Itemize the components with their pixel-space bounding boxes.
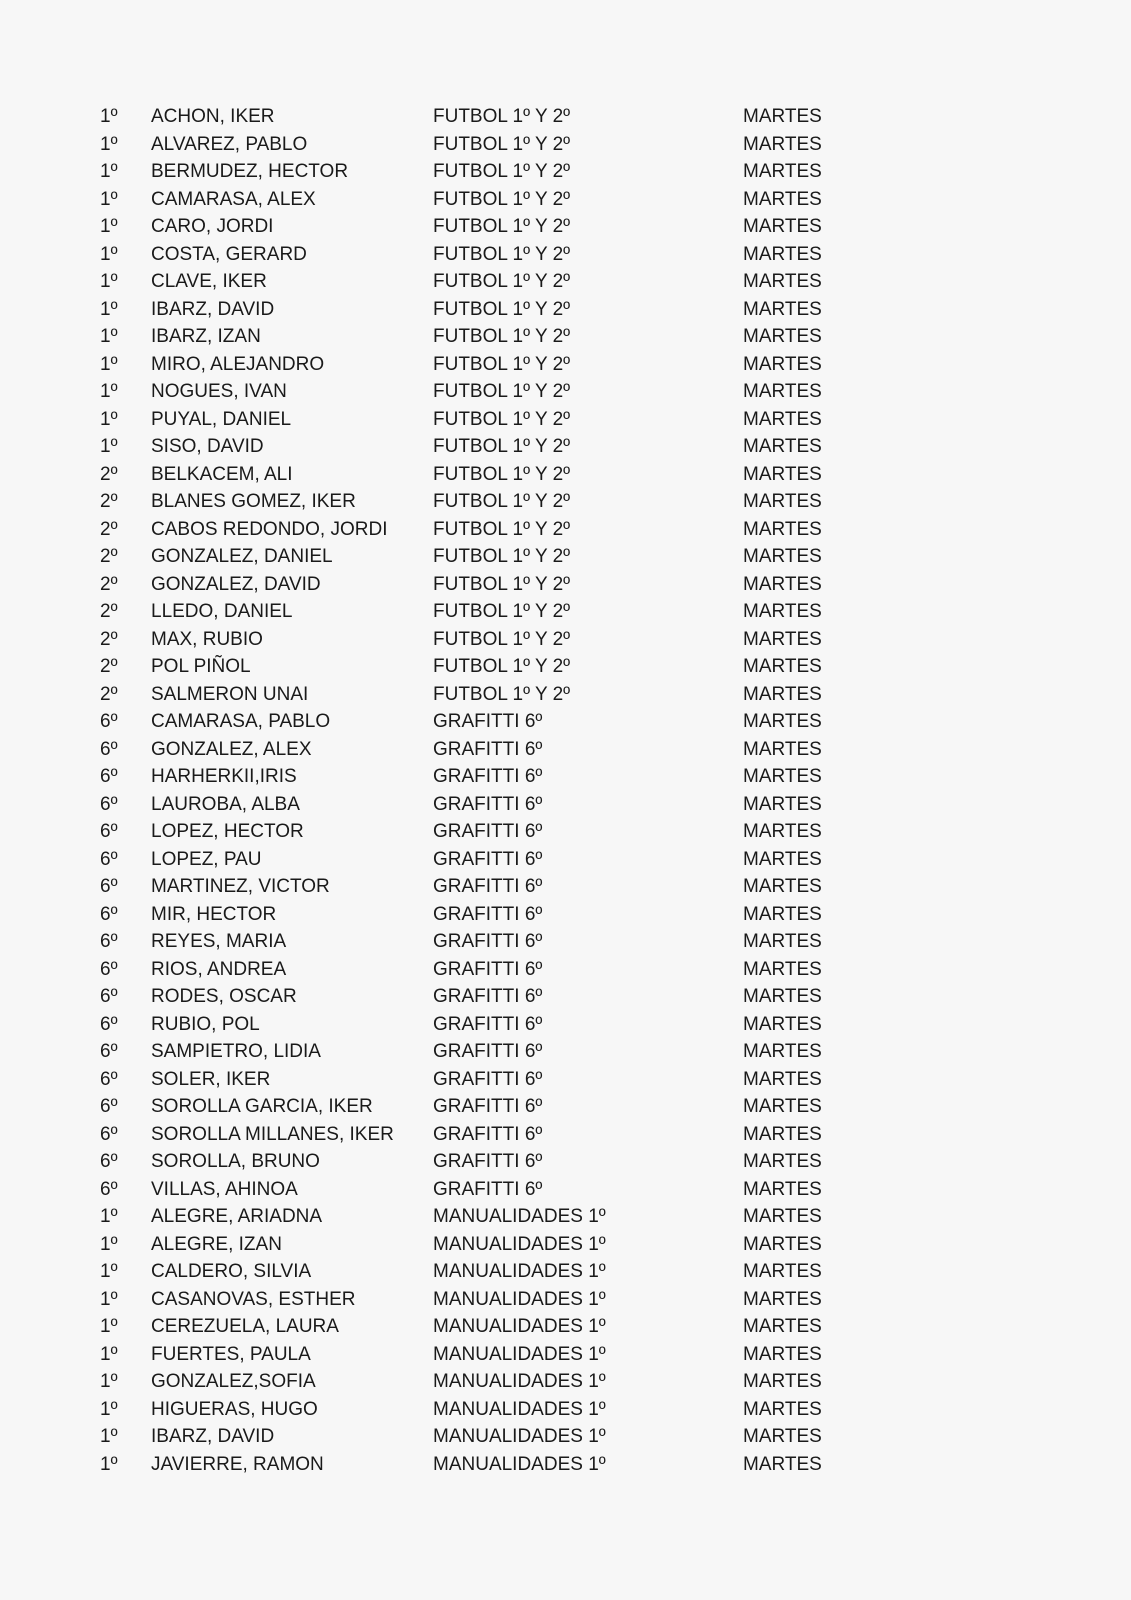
activity-cell: FUTBOL 1º Y 2º <box>433 353 571 375</box>
day-cell: MARTES <box>743 188 822 210</box>
list-row <box>0 1011 1131 1039</box>
student-name-cell: RIOS, ANDREA <box>151 958 287 980</box>
student-name-cell: SOLER, IKER <box>151 1068 271 1090</box>
day-cell: MARTES <box>743 1453 822 1475</box>
student-name-cell: CLAVE, IKER <box>151 271 267 292</box>
activity-cell: GRAFITTI 6º <box>433 958 543 980</box>
list-row <box>0 983 1131 1011</box>
student-name-cell: SOROLLA, BRUNO <box>151 1151 320 1172</box>
activity-cell: MANUALIDADES 1º <box>433 1288 606 1310</box>
activity-cell: GRAFITTI 6º <box>433 848 543 870</box>
grade-cell: 2º <box>100 601 118 622</box>
activity-cell: FUTBOL 1º Y 2º <box>433 656 571 677</box>
list-row <box>0 1313 1131 1341</box>
student-name-cell: CABOS REDONDO, JORDI <box>151 518 388 540</box>
list-row <box>0 323 1131 351</box>
day-cell: MARTES <box>743 1206 822 1227</box>
day-cell: MARTES <box>743 1316 822 1337</box>
activity-cell: FUTBOL 1º Y 2º <box>433 243 571 265</box>
activity-cell: FUTBOL 1º Y 2º <box>433 463 571 485</box>
student-name-cell: MIRO, ALEJANDRO <box>151 353 325 375</box>
day-cell: MARTES <box>743 1288 822 1310</box>
day-cell: MARTES <box>743 1371 822 1392</box>
day-cell: MARTES <box>743 903 822 925</box>
student-name-cell: CAMARASA, ALEX <box>151 188 316 210</box>
grade-cell: 1º <box>100 133 118 155</box>
list-row <box>0 268 1131 296</box>
activity-cell: MANUALIDADES 1º <box>433 1233 606 1255</box>
day-cell: MARTES <box>743 766 822 787</box>
activity-cell: MANUALIDADES 1º <box>433 1453 606 1475</box>
list-row <box>0 571 1131 599</box>
activity-cell: FUTBOL 1º Y 2º <box>433 271 571 292</box>
day-cell: MARTES <box>743 381 822 402</box>
student-name-cell: HARHERKII,IRIS <box>151 766 297 787</box>
day-cell: MARTES <box>743 711 822 732</box>
student-name-cell: IBARZ, IZAN <box>151 326 261 347</box>
activity-cell: MANUALIDADES 1º <box>433 1316 606 1337</box>
grade-cell: 1º <box>100 216 118 237</box>
activity-cell: GRAFITTI 6º <box>433 1041 543 1062</box>
activity-cell: GRAFITTI 6º <box>433 766 543 787</box>
activity-cell: FUTBOL 1º Y 2º <box>433 491 571 512</box>
activity-cell: GRAFITTI 6º <box>433 876 543 897</box>
list-row <box>0 213 1131 241</box>
activity-cell: FUTBOL 1º Y 2º <box>433 546 571 567</box>
list-row <box>0 1203 1131 1231</box>
day-cell: MARTES <box>743 738 822 760</box>
list-row <box>0 1148 1131 1176</box>
grade-cell: 6º <box>100 1041 118 1062</box>
student-name-cell: LOPEZ, HECTOR <box>151 821 304 842</box>
activity-cell: FUTBOL 1º Y 2º <box>433 161 571 182</box>
activity-cell: FUTBOL 1º Y 2º <box>433 188 571 210</box>
list-row <box>0 351 1131 379</box>
list-row <box>0 956 1131 984</box>
day-cell: MARTES <box>743 1123 822 1145</box>
grade-cell: 2º <box>100 656 118 677</box>
grade-cell: 6º <box>100 931 118 952</box>
list-row <box>0 681 1131 709</box>
day-cell: MARTES <box>743 106 822 127</box>
grade-cell: 1º <box>100 1371 118 1392</box>
list-row <box>0 901 1131 929</box>
student-name-cell: REYES, MARIA <box>151 931 287 952</box>
list-row <box>0 461 1131 489</box>
list-row <box>0 763 1131 791</box>
activity-cell: MANUALIDADES 1º <box>433 1206 606 1227</box>
grade-cell: 6º <box>100 1151 118 1172</box>
day-cell: MARTES <box>743 656 822 677</box>
day-cell: MARTES <box>743 1398 822 1420</box>
list-row <box>0 818 1131 846</box>
student-name-cell: CEREZUELA, LAURA <box>151 1316 339 1337</box>
day-cell: MARTES <box>743 986 822 1007</box>
list-row <box>0 131 1131 159</box>
list-row <box>0 296 1131 324</box>
activity-cell: GRAFITTI 6º <box>433 931 543 952</box>
grade-cell: 2º <box>100 628 118 650</box>
student-name-cell: SOROLLA MILLANES, IKER <box>151 1123 394 1145</box>
day-cell: MARTES <box>743 1041 822 1062</box>
grade-cell: 1º <box>100 106 118 127</box>
student-activity-list <box>0 103 1131 1478</box>
grade-cell: 6º <box>100 711 118 732</box>
list-row <box>0 1258 1131 1286</box>
grade-cell: 6º <box>100 1013 118 1035</box>
student-name-cell: ALEGRE, IZAN <box>151 1233 282 1255</box>
day-cell: MARTES <box>743 1096 822 1117</box>
list-row <box>0 1286 1131 1314</box>
list-row <box>0 158 1131 186</box>
student-name-cell: POL PIÑOL <box>151 656 251 677</box>
activity-cell: GRAFITTI 6º <box>433 1096 543 1117</box>
grade-cell: 2º <box>100 546 118 567</box>
student-name-cell: BERMUDEZ, HECTOR <box>151 161 349 182</box>
student-name-cell: COSTA, GERARD <box>151 243 307 265</box>
grade-cell: 1º <box>100 298 118 320</box>
activity-cell: GRAFITTI 6º <box>433 903 543 925</box>
list-row <box>0 1176 1131 1204</box>
day-cell: MARTES <box>743 1178 822 1200</box>
grade-cell: 1º <box>100 161 118 182</box>
list-row <box>0 1038 1131 1066</box>
student-name-cell: CALDERO, SILVIA <box>151 1261 312 1282</box>
student-name-cell: CAMARASA, PABLO <box>151 711 331 732</box>
day-cell: MARTES <box>743 628 822 650</box>
list-row <box>0 1396 1131 1424</box>
student-name-cell: GONZALEZ, DANIEL <box>151 546 333 567</box>
student-name-cell: PUYAL, DANIEL <box>151 408 292 430</box>
activity-cell: MANUALIDADES 1º <box>433 1426 606 1447</box>
list-row <box>0 103 1131 131</box>
grade-cell: 1º <box>100 1398 118 1420</box>
grade-cell: 1º <box>100 1343 118 1365</box>
list-row <box>0 708 1131 736</box>
day-cell: MARTES <box>743 1233 822 1255</box>
student-name-cell: HIGUERAS, HUGO <box>151 1398 318 1420</box>
activity-cell: FUTBOL 1º Y 2º <box>433 216 571 237</box>
grade-cell: 1º <box>100 353 118 375</box>
student-name-cell: SOROLLA GARCIA, IKER <box>151 1096 373 1117</box>
list-row <box>0 928 1131 956</box>
grade-cell: 6º <box>100 738 118 760</box>
grade-cell: 2º <box>100 463 118 485</box>
list-row <box>0 626 1131 654</box>
day-cell: MARTES <box>743 1013 822 1035</box>
activity-cell: MANUALIDADES 1º <box>433 1343 606 1365</box>
student-name-cell: CARO, JORDI <box>151 216 274 237</box>
list-row <box>0 1231 1131 1259</box>
day-cell: MARTES <box>743 353 822 375</box>
activity-cell: FUTBOL 1º Y 2º <box>433 573 571 595</box>
student-name-cell: ALEGRE, ARIADNA <box>151 1206 323 1227</box>
list-row <box>0 516 1131 544</box>
activity-cell: GRAFITTI 6º <box>433 821 543 842</box>
grade-cell: 1º <box>100 188 118 210</box>
student-name-cell: RUBIO, POL <box>151 1013 260 1035</box>
list-row <box>0 598 1131 626</box>
student-name-cell: LLEDO, DANIEL <box>151 601 293 622</box>
list-row <box>0 1341 1131 1369</box>
activity-cell: FUTBOL 1º Y 2º <box>433 436 571 457</box>
activity-cell: FUTBOL 1º Y 2º <box>433 106 571 127</box>
activity-cell: FUTBOL 1º Y 2º <box>433 518 571 540</box>
grade-cell: 1º <box>100 1261 118 1282</box>
day-cell: MARTES <box>743 243 822 265</box>
grade-cell: 6º <box>100 903 118 925</box>
activity-cell: FUTBOL 1º Y 2º <box>433 133 571 155</box>
day-cell: MARTES <box>743 793 822 815</box>
grade-cell: 2º <box>100 491 118 512</box>
activity-cell: GRAFITTI 6º <box>433 1013 543 1035</box>
grade-cell: 6º <box>100 793 118 815</box>
student-name-cell: LAUROBA, ALBA <box>151 793 300 815</box>
activity-cell: GRAFITTI 6º <box>433 1178 543 1200</box>
list-row <box>0 1121 1131 1149</box>
student-name-cell: FUERTES, PAULA <box>151 1343 311 1365</box>
list-row <box>0 378 1131 406</box>
day-cell: MARTES <box>743 821 822 842</box>
day-cell: MARTES <box>743 326 822 347</box>
grade-cell: 2º <box>100 573 118 595</box>
day-cell: MARTES <box>743 463 822 485</box>
grade-cell: 6º <box>100 958 118 980</box>
activity-cell: GRAFITTI 6º <box>433 793 543 815</box>
day-cell: MARTES <box>743 298 822 320</box>
day-cell: MARTES <box>743 133 822 155</box>
activity-cell: FUTBOL 1º Y 2º <box>433 298 571 320</box>
activity-cell: MANUALIDADES 1º <box>433 1371 606 1392</box>
grade-cell: 6º <box>100 876 118 897</box>
student-name-cell: RODES, OSCAR <box>151 986 297 1007</box>
activity-cell: MANUALIDADES 1º <box>433 1261 606 1282</box>
grade-cell: 1º <box>100 1206 118 1227</box>
student-name-cell: SISO, DAVID <box>151 436 264 457</box>
activity-cell: GRAFITTI 6º <box>433 1151 543 1172</box>
list-row <box>0 406 1131 434</box>
day-cell: MARTES <box>743 1261 822 1282</box>
list-row <box>0 1093 1131 1121</box>
list-row <box>0 241 1131 269</box>
list-row <box>0 1066 1131 1094</box>
grade-cell: 6º <box>100 1123 118 1145</box>
grade-cell: 1º <box>100 1288 118 1310</box>
student-name-cell: IBARZ, DAVID <box>151 298 275 320</box>
grade-cell: 2º <box>100 683 118 705</box>
grade-cell: 6º <box>100 821 118 842</box>
day-cell: MARTES <box>743 683 822 705</box>
day-cell: MARTES <box>743 573 822 595</box>
list-row <box>0 653 1131 681</box>
grade-cell: 1º <box>100 326 118 347</box>
list-row <box>0 1423 1131 1451</box>
student-name-cell: GONZALEZ, DAVID <box>151 573 321 595</box>
activity-cell: MANUALIDADES 1º <box>433 1398 606 1420</box>
grade-cell: 1º <box>100 1316 118 1337</box>
activity-cell: FUTBOL 1º Y 2º <box>433 381 571 402</box>
list-row <box>0 846 1131 874</box>
activity-cell: GRAFITTI 6º <box>433 986 543 1007</box>
student-name-cell: ALVAREZ, PABLO <box>151 133 308 155</box>
list-row <box>0 736 1131 764</box>
grade-cell: 6º <box>100 986 118 1007</box>
list-row <box>0 488 1131 516</box>
student-name-cell: SALMERON UNAI <box>151 683 309 705</box>
student-name-cell: BELKACEM, ALI <box>151 463 293 485</box>
activity-cell: GRAFITTI 6º <box>433 711 543 732</box>
list-row <box>0 1368 1131 1396</box>
student-name-cell: MIR, HECTOR <box>151 903 277 925</box>
grade-cell: 1º <box>100 1453 118 1475</box>
grade-cell: 2º <box>100 518 118 540</box>
day-cell: MARTES <box>743 876 822 897</box>
grade-cell: 6º <box>100 1068 118 1090</box>
day-cell: MARTES <box>743 436 822 457</box>
day-cell: MARTES <box>743 1068 822 1090</box>
student-name-cell: SAMPIETRO, LIDIA <box>151 1041 321 1062</box>
grade-cell: 6º <box>100 1096 118 1117</box>
activity-cell: FUTBOL 1º Y 2º <box>433 628 571 650</box>
student-name-cell: LOPEZ, PAU <box>151 848 262 870</box>
day-cell: MARTES <box>743 216 822 237</box>
activity-cell: GRAFITTI 6º <box>433 1123 543 1145</box>
day-cell: MARTES <box>743 601 822 622</box>
grade-cell: 1º <box>100 271 118 292</box>
student-name-cell: MAX, RUBIO <box>151 628 263 650</box>
grade-cell: 1º <box>100 408 118 430</box>
grade-cell: 1º <box>100 436 118 457</box>
student-name-cell: IBARZ, DAVID <box>151 1426 275 1447</box>
grade-cell: 1º <box>100 243 118 265</box>
student-name-cell: GONZALEZ,SOFIA <box>151 1371 316 1392</box>
student-name-cell: GONZALEZ, ALEX <box>151 738 312 760</box>
activity-cell: FUTBOL 1º Y 2º <box>433 683 571 705</box>
list-row <box>0 433 1131 461</box>
activity-cell: FUTBOL 1º Y 2º <box>433 326 571 347</box>
grade-cell: 6º <box>100 848 118 870</box>
grade-cell: 1º <box>100 1426 118 1447</box>
student-name-cell: BLANES GOMEZ, IKER <box>151 491 356 512</box>
activity-cell: FUTBOL 1º Y 2º <box>433 601 571 622</box>
grade-cell: 6º <box>100 1178 118 1200</box>
day-cell: MARTES <box>743 271 822 292</box>
grade-cell: 1º <box>100 381 118 402</box>
day-cell: MARTES <box>743 1343 822 1365</box>
day-cell: MARTES <box>743 518 822 540</box>
day-cell: MARTES <box>743 848 822 870</box>
day-cell: MARTES <box>743 491 822 512</box>
grade-cell: 1º <box>100 1233 118 1255</box>
student-name-cell: MARTINEZ, VICTOR <box>151 876 330 897</box>
list-row <box>0 186 1131 214</box>
activity-cell: FUTBOL 1º Y 2º <box>433 408 571 430</box>
student-name-cell: ACHON, IKER <box>151 106 275 127</box>
day-cell: MARTES <box>743 161 822 182</box>
activity-cell: GRAFITTI 6º <box>433 1068 543 1090</box>
day-cell: MARTES <box>743 958 822 980</box>
student-name-cell: JAVIERRE, RAMON <box>151 1453 324 1475</box>
list-row <box>0 543 1131 571</box>
grade-cell: 6º <box>100 766 118 787</box>
list-row <box>0 791 1131 819</box>
day-cell: MARTES <box>743 408 822 430</box>
day-cell: MARTES <box>743 1426 822 1447</box>
activity-cell: GRAFITTI 6º <box>433 738 543 760</box>
student-name-cell: NOGUES, IVAN <box>151 381 287 402</box>
student-name-cell: CASANOVAS, ESTHER <box>151 1288 356 1310</box>
list-row <box>0 1451 1131 1479</box>
day-cell: MARTES <box>743 546 822 567</box>
student-name-cell: VILLAS, AHINOA <box>151 1178 298 1200</box>
day-cell: MARTES <box>743 931 822 952</box>
list-row <box>0 873 1131 901</box>
day-cell: MARTES <box>743 1151 822 1172</box>
